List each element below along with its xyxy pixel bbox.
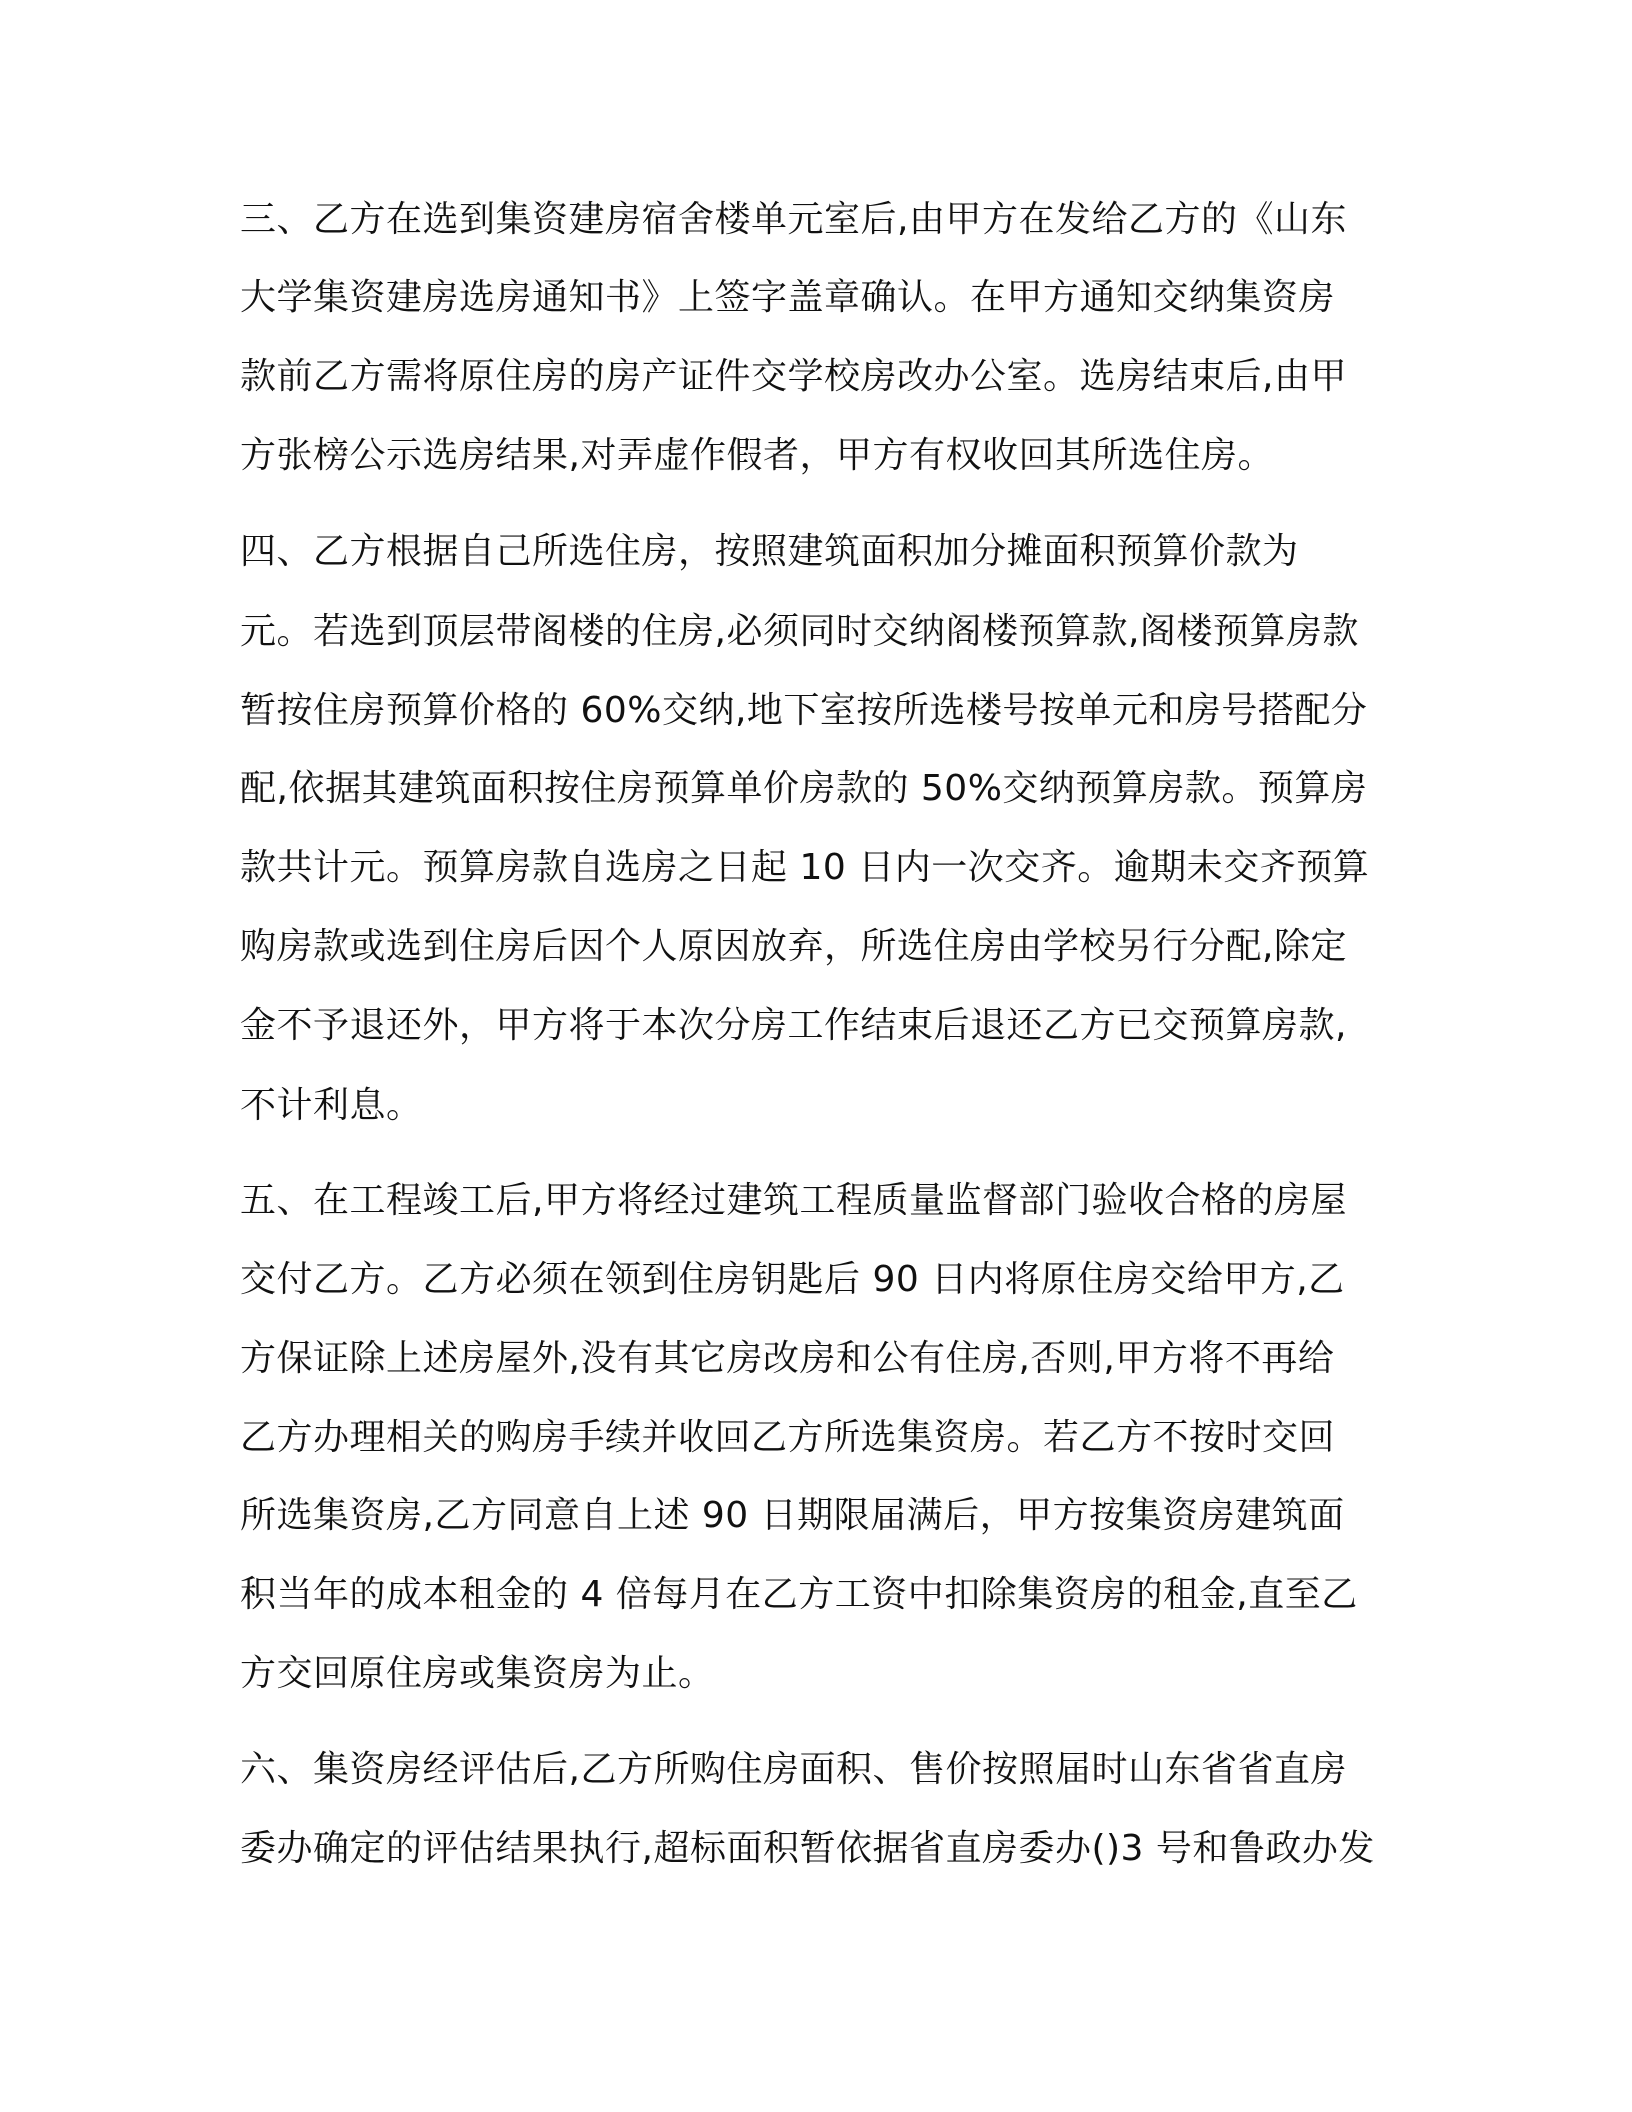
text-line: 款共计元。预算房款自选房之日起 10 日内一次交齐。逾期未交齐预算 xyxy=(240,847,1370,888)
text-line: 委办确定的评估结果执行,超标面积暂依据省直房委办()3 号和鲁政办发 xyxy=(240,1828,1375,1869)
text-line: 乙方办理相关的购房手续并收回乙方所选集资房。若乙方不按时交回 xyxy=(240,1417,1336,1458)
text-line: 大学集资建房选房通知书》上签字盖章确认。在甲方通知交纳集资房 xyxy=(240,277,1336,318)
text-line: 四、乙方根据自己所选住房，按照建筑面积加分摊面积预算价款为 xyxy=(240,531,1299,572)
text-line: 所选集资房,乙方同意自上述 90 日期限届满后，甲方按集资房建筑面 xyxy=(240,1495,1345,1536)
text-line: 积当年的成本租金的 4 倍每月在乙方工资中扣除集资房的租金,直至乙 xyxy=(240,1574,1358,1615)
text-line: 购房款或选到住房后因个人原因放弃，所选住房由学校另行分配,除定 xyxy=(240,926,1347,967)
text-line: 不计利息。 xyxy=(240,1085,423,1126)
text-line: 三、乙方在选到集资建房宿舍楼单元室后,由甲方在发给乙方的《山东 xyxy=(240,199,1347,240)
text-line: 元。若选到顶层带阁楼的住房,必须同时交纳阁楼预算款,阁楼预算房款 xyxy=(240,611,1359,652)
text-line: 交付乙方。乙方必须在领到住房钥匙后 90 日内将原住房交给甲方,乙 xyxy=(240,1259,1345,1300)
text-line: 款前乙方需将原住房的房产证件交学校房改办公室。选房结束后,由甲 xyxy=(240,356,1347,397)
text-line: 暂按住房预算价格的 60%交纳,地下室按所选楼号按单元和房号搭配分 xyxy=(240,690,1368,731)
text-line: 金不予退还外，甲方将于本次分房工作结束后退还乙方已交预算房款, xyxy=(240,1005,1347,1046)
text-line: 方张榜公示选房结果,对弄虚作假者，甲方有权收回其所选住房。 xyxy=(240,435,1274,476)
text-line: 六、集资房经评估后,乙方所购住房面积、售价按照届时山东省省直房 xyxy=(240,1749,1347,1790)
text-line: 配,依据其建筑面积按住房预算单价房款的 50%交纳预算房款。预算房 xyxy=(240,768,1368,809)
text-line: 五、在工程竣工后,甲方将经过建筑工程质量监督部门验收合格的房屋 xyxy=(240,1180,1347,1221)
text-line: 方交回原住房或集资房为止。 xyxy=(240,1653,715,1694)
text-line: 方保证除上述房屋外,没有其它房改房和公有住房,否则,甲方将不再给 xyxy=(240,1338,1335,1379)
